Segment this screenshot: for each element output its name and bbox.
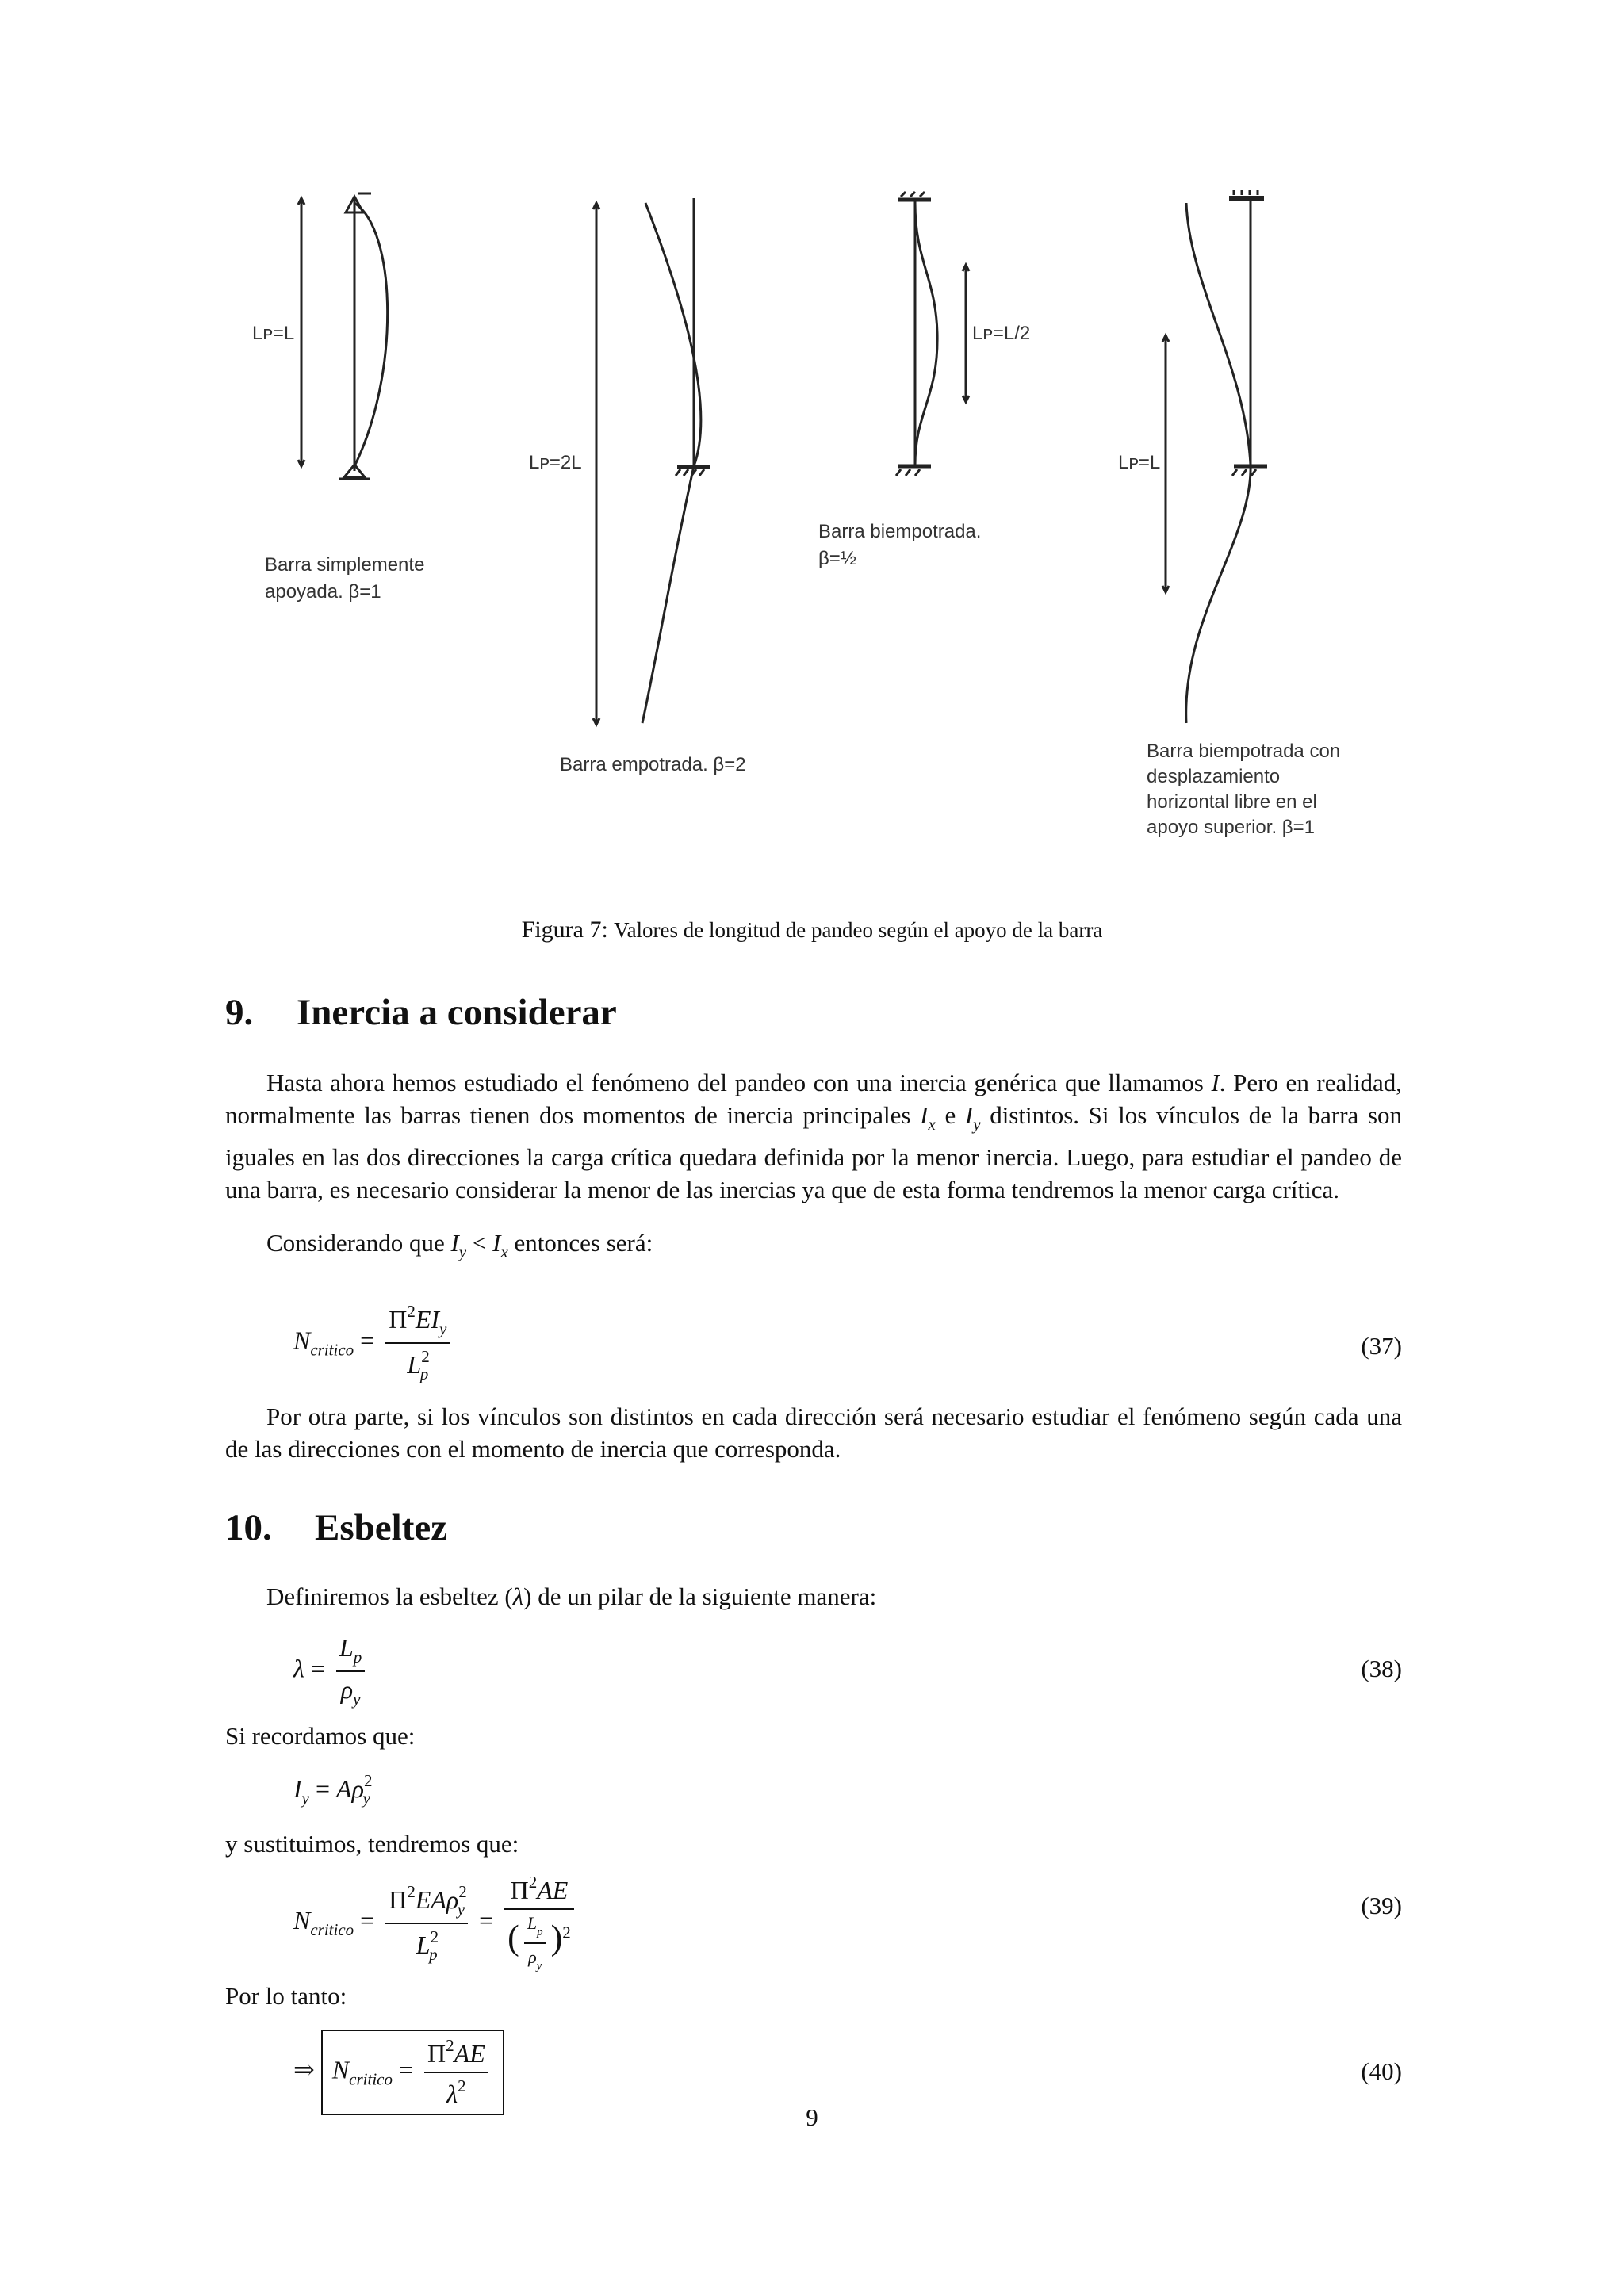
caption-a-line1: Barra simplemente <box>265 554 425 576</box>
figure-caption-label: Figura 7: <box>521 916 608 943</box>
buckling-length-figure <box>0 0 1624 888</box>
section-10-paragraph-3: y sustituimos, tendremos que: <box>225 1830 519 1858</box>
page-number: 9 <box>806 2103 818 2131</box>
section-9-paragraph-3: Por otra parte, si los vínculos son distintos en cada dirección será necesario estudiar el fenómeno según cada una de las direcciones con el momento de inercia que corresponda. <box>225 1402 1402 1463</box>
equation-37-number: (37) <box>1361 1332 1402 1360</box>
caption-d-line4: apoyo superior. β=1 <box>1147 817 1315 838</box>
equation-38-number: (38) <box>1361 1655 1402 1682</box>
caption-a-line2: apoyada. β=1 <box>265 581 381 603</box>
section-9-paragraph-1: Hasta ahora hemos estudiado el fenómeno del pandeo con una inercia genérica que llamamos I. Pero en realidad, normalmente las barras tienen dos momentos de inercia principales $I_x$ e $I_y$ distintos. Si los vínculos de la barra son iguales en las dos direcciones la carga crítica quedara definida por la menor inercia. Luego, para estudiar el pandeo de una barra, es necesario considerar la menor de las inercias ya que de esta forma tendremos la menor carga crítica. <box>225 1069 1403 1203</box>
section-10-paragraph-2: Si recordamos que: <box>225 1722 416 1750</box>
bar-fixed-fixed <box>896 192 969 476</box>
caption-d-line3: horizontal libre en el <box>1147 791 1317 813</box>
equation-37: $N_{critico}$ = $\frac{\Pi^2EI_y}{L^2_p}$ <box>293 1302 454 1384</box>
equation-39-number: (39) <box>1361 1892 1402 1919</box>
caption-b-line1: Barra empotrada. β=2 <box>560 754 746 775</box>
equation-iy: $I_y = A\rho^2_y$ <box>293 1771 373 1808</box>
caption-c-line2: β=½ <box>818 548 856 569</box>
figure-caption <box>0 916 1624 943</box>
equation-39: $N_{critico}$ = $\frac{\Pi^2EA\rho^2_y}{L^2_p}$ = $\Pi^2AE$ ( $\frac{L_p}{\rho_y}$ )$^2$ <box>293 1873 579 1973</box>
figure-caption-text: Valores de longitud de pandeo según el apoyo de la barra <box>614 918 1103 942</box>
equation-38: λ = $\frac{L_p}{\rho_y}$ <box>293 1633 370 1709</box>
label-lp-2l: Lᴘ=2L <box>529 452 582 473</box>
section-10-paragraph-4: Por lo tanto: <box>225 1982 347 2010</box>
section-10-paragraph-1: Definiremos la esbeltez (λ) de un pilar de la siguiente manera: <box>266 1582 877 1610</box>
label-lp-l2: Lᴘ=L/2 <box>972 323 1031 344</box>
caption-c-line1: Barra biempotrada. <box>818 521 982 542</box>
equation-40: ⇒ $N_{critico}$ = $\frac{\Pi^2AE}{\lambda^2}$ <box>293 2030 504 2115</box>
bar-simply-supported <box>298 193 388 479</box>
label-lp-l-b: Lᴘ=L <box>1118 452 1161 473</box>
section-9-title: Inercia a considerar <box>297 992 617 1033</box>
section-10-title: Esbeltez <box>315 1507 448 1548</box>
bar-fixed-fixed-sway <box>1162 190 1267 723</box>
equation-40-number: (40) <box>1361 2057 1402 2085</box>
section-9-heading <box>225 991 617 1034</box>
label-lp-l-a: Lᴘ=L <box>252 323 295 344</box>
section-9-paragraph-2: Considerando que $I_y < I_x$ entonces será: <box>266 1229 653 1261</box>
caption-d-line2: desplazamiento <box>1147 766 1281 787</box>
caption-d-line1: Barra biempotrada con <box>1147 740 1341 762</box>
section-9-number: 9. <box>225 992 254 1033</box>
section-10-number: 10. <box>225 1507 272 1548</box>
section-10-heading <box>225 1506 447 1549</box>
bar-cantilever <box>593 198 710 725</box>
